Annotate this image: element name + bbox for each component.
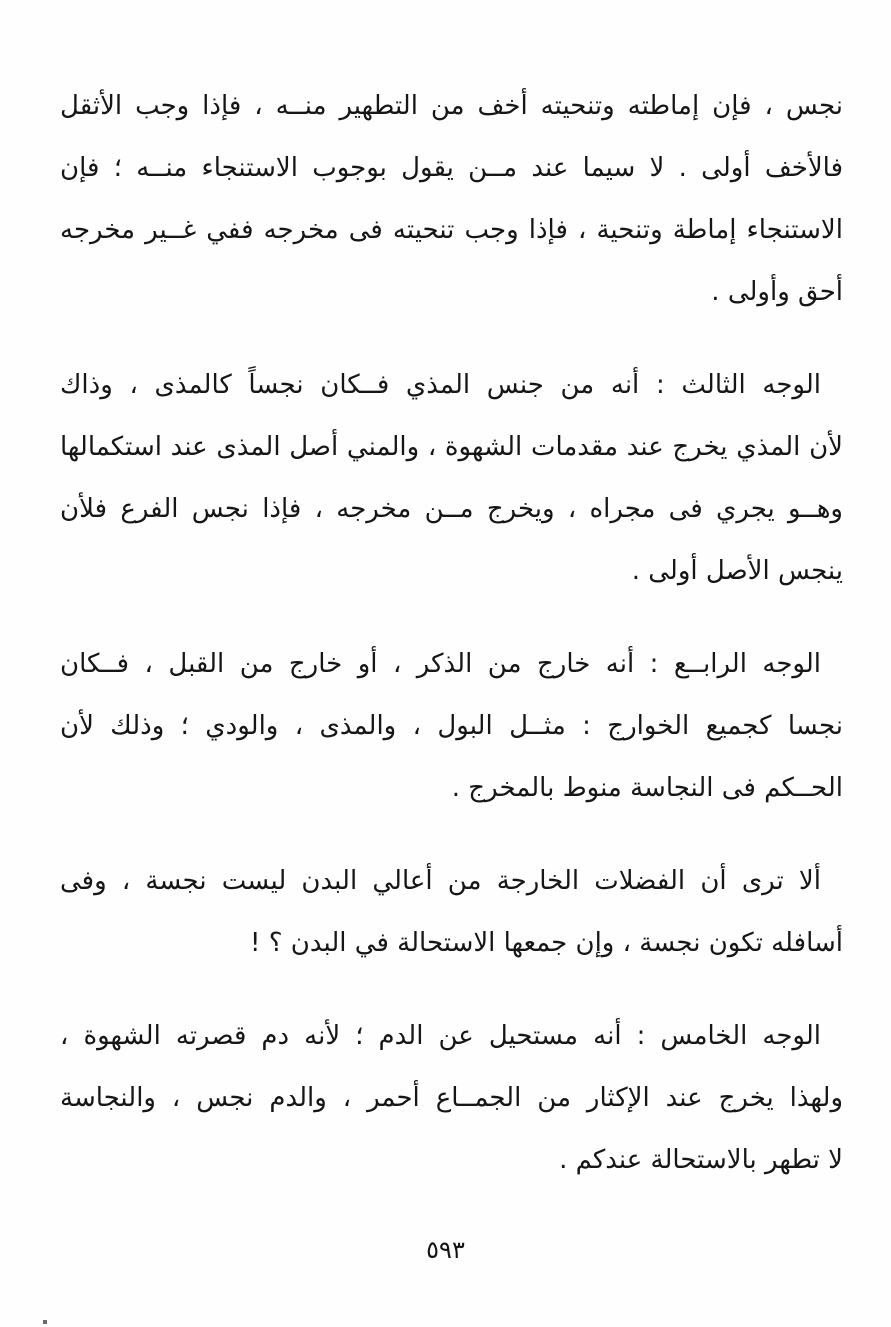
paragraph-4: [60, 850, 843, 974]
paragraph-5: [60, 1005, 843, 1191]
text-line: نجس ، فإن إماطته وتنحيته أخف من التطهير منــه ، فإذا وجب الأثقل: [60, 91, 843, 121]
text-line: فالأخف أولى . لا سيما عند مــن يقول بوجوب الاستنجاء منــه ؛ فإن: [60, 153, 843, 183]
text-line: لأن المذي يخرج عند مقدمات الشهوة ، والمني أصل المذى عند استكمالها: [60, 432, 843, 462]
text-line: الوجه الخامس : أنه مستحيل عن الدم ؛ لأنه دم قصرته الشهوة ،: [60, 1021, 821, 1051]
text-line: أحق وأولى .: [711, 277, 843, 307]
text-line: لا تطهر بالاستحالة عندكم .: [559, 1145, 843, 1175]
paragraph-1: [60, 75, 843, 323]
text-line: وهــو يجري فى مجراه ، ويخرج مــن مخرجه ، فإذا نجس الفرع فلأن: [60, 494, 843, 524]
paragraph-2: [60, 354, 843, 602]
text-block: [60, 75, 843, 1191]
text-line: الوجه الرابــع : أنه خارج من الذكر ، أو خارج من القبل ، فــكان: [60, 649, 821, 679]
text-line: أسافله تكون نجسة ، وإن جمعها الاستحالة في البدن ؟ !: [250, 928, 843, 958]
text-line: ولهذا يخرج عند الإكثار من الجمــاع أحمر ، والدم نجس ، والنجاسة: [60, 1083, 843, 1113]
text-line: ينجس الأصل أولى .: [631, 556, 843, 586]
paragraph-3: [60, 633, 843, 819]
text-line: الوجه الثالث : أنه من جنس المذي فــكان نجساً كالمذى ، وذاك: [60, 370, 821, 400]
text-line: ألا ترى أن الفضلات الخارجة من أعالي البدن ليست نجسة ، وفى: [60, 866, 821, 896]
text-line: الحــكم فى النجاسة منوط بالمخرج .: [451, 773, 843, 803]
scan-speck: [43, 1320, 47, 1324]
text-line: الاستنجاء إماطة وتنحية ، فإذا وجب تنحيته فى مخرجه ففي غــير مخرجه: [60, 215, 843, 245]
page-number: ٥٩٣: [426, 1236, 465, 1264]
text-line: نجسا كجميع الخوارج : مثــل البول ، والمذى ، والودي ؛ وذلك لأن: [60, 711, 843, 741]
